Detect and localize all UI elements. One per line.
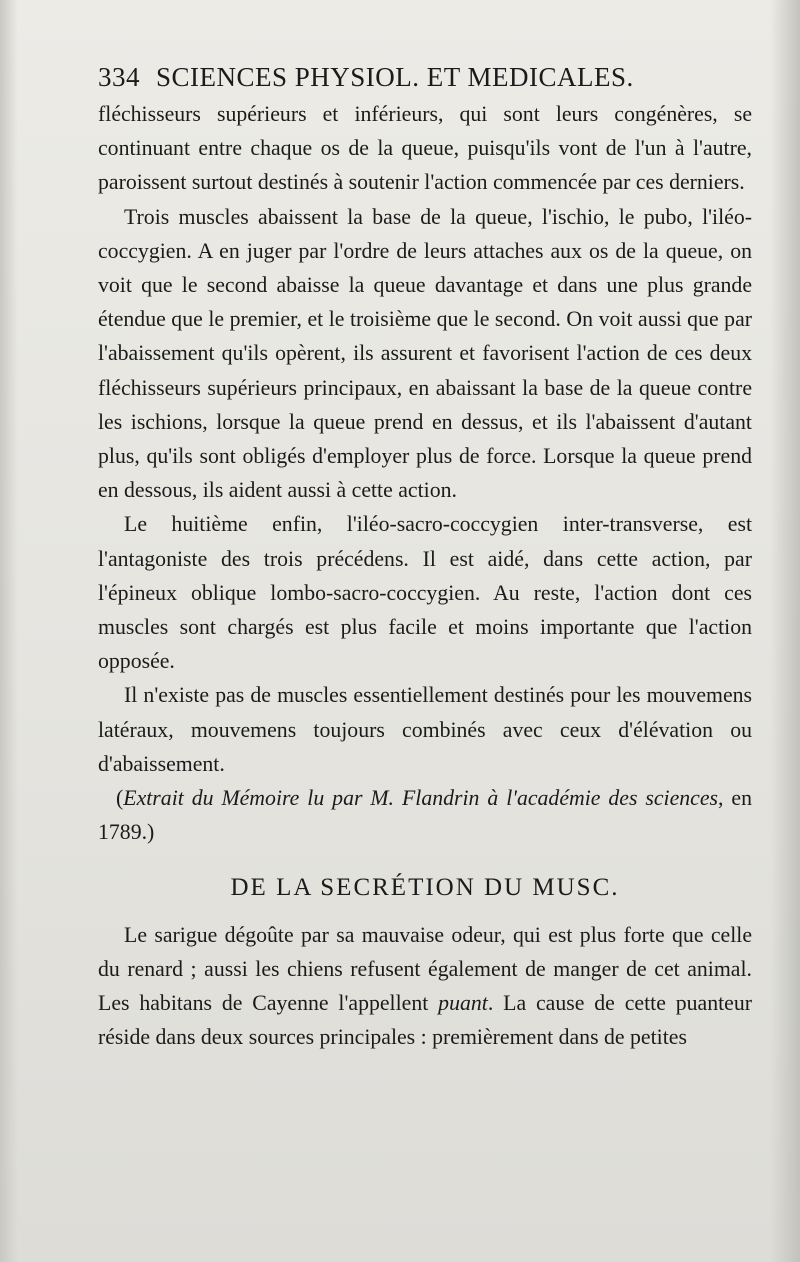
musk-text-italic: puant bbox=[438, 991, 488, 1016]
citation-source: Extrait du Mémoire lu par M. Flandrin à l'académie des sciences bbox=[123, 786, 719, 811]
running-title: SCIENCES PHYSIOL. ET MEDICALES. bbox=[156, 62, 634, 92]
paragraph-lateral-movements: Il n'existe pas de muscles essentiellement destinés pour les mouvemens latéraux, mouvemens toujours combinés avec ceux d'élévation ou d'abaissement. bbox=[98, 683, 752, 776]
section-title: DE LA SECRÉTION DU MUSC. bbox=[230, 874, 620, 902]
page-shadow-right bbox=[770, 0, 800, 1262]
paragraph-lowering-muscles: Trois muscles abaissent la base de la queue, l'ischio, le pubo, l'iléo-coccygien. A en juger par l'ordre de leurs attaches aux os de la queue, on voit que le second abaisse la queue davantage et dans une plus grande étendue que le premier, et le troisième que le second. On voit aussi que par l'abaissement qu'ils opèrent, ils assurent et favorisent l'action de ces deux fléchisseurs supérieurs principaux, en abaissant la base de la queue contre les ischions, lorsque la queue prend en dessus, et ils l'abaissent d'autant plus, qu'ils sont obligés d'employer plus de force. Lorsque la queue prend en dessous, ils aident aussi à cette action. bbox=[98, 204, 752, 503]
paragraph-antagonist: Le huitième enfin, l'iléo-sacro-coccygien inter-transverse, est l'antagoniste des trois précédens. Il est aidé, dans cette action, par l'épineux oblique lombo-sacro-coccygien. Au reste, l'action dont ces muscles sont chargés est plus facile et moins importante que l'action opposée. bbox=[98, 512, 752, 674]
page-shadow-left bbox=[0, 0, 18, 1262]
citation-date: , en 1789.) bbox=[98, 786, 752, 845]
paragraph-continuation: fléchisseurs supérieurs et inférieurs, qui sont leurs congénères, se continuant entre chaque os de la queue, puisqu'ils vont de l'un à l'autre, paroissent surtout destinés à soutenir l'action commencée par ces derniers. bbox=[98, 102, 752, 195]
page-number: 334 bbox=[98, 62, 140, 92]
citation-open: ( bbox=[116, 786, 124, 811]
musk-text-after: . La cause de cette puanteur réside dans deux sources principales : premièrement dans de petites bbox=[98, 991, 752, 1050]
musk-text-before: Le sarigue dégoûte par sa mauvaise odeur, qui est plus forte que celle du renard ; aussi les chiens refusent également de manger de cet animal. Les habitans de Cayenne l'appellent bbox=[98, 922, 752, 1016]
citation bbox=[98, 781, 752, 849]
paragraph-musk bbox=[98, 918, 752, 1055]
running-header bbox=[98, 62, 752, 93]
body-text bbox=[98, 97, 752, 1054]
